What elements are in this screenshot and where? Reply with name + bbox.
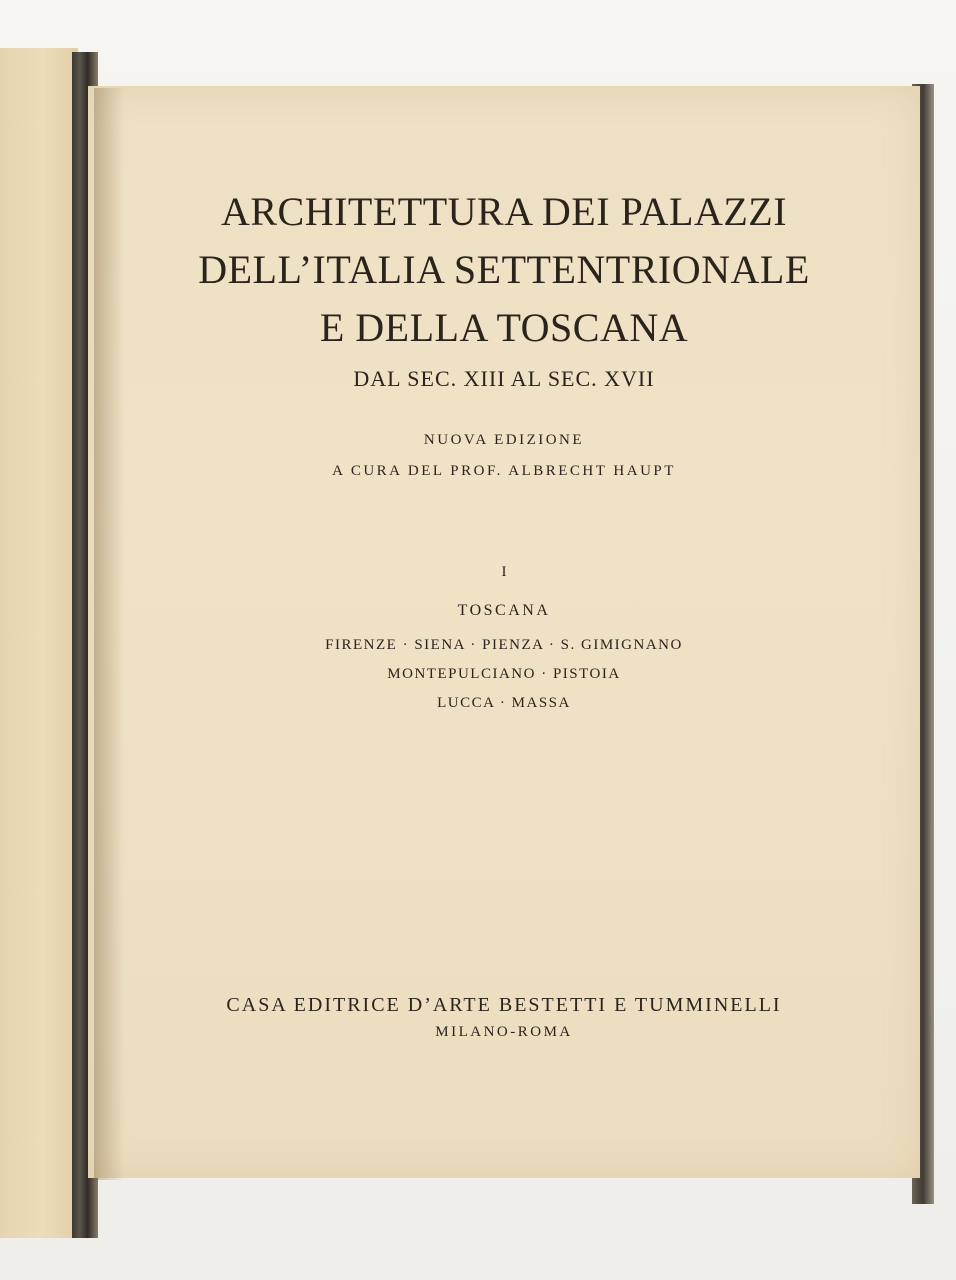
- period-subtitle: DAL SEC. XIII AL SEC. XVII: [353, 366, 655, 391]
- title-page: [88, 86, 920, 1178]
- title-line-2: DELL’ITALIA SETTENTRIONALE: [198, 247, 810, 292]
- gutter-shadow: [94, 88, 124, 1180]
- volume-number: I: [501, 564, 507, 580]
- city-line-3: LUCCA · MASSA: [437, 695, 571, 711]
- city-line-2: MONTEPULCIANO · PISTOIA: [387, 666, 621, 682]
- facing-page-edge: [0, 48, 78, 1238]
- editor-credit: A CURA DEL PROF. ALBRECHT HAUPT: [332, 463, 676, 479]
- publisher-name: CASA EDITRICE D’ARTE BESTETTI E TUMMINELLI: [226, 994, 782, 1016]
- publisher-place: MILANO-ROMA: [435, 1024, 573, 1040]
- volume-region: TOSCANA: [457, 602, 551, 619]
- edition-note: NUOVA EDIZIONE: [423, 432, 585, 448]
- city-line-1: FIRENZE · SIENA · PIENZA · S. GIMIGNANO: [325, 637, 683, 653]
- title-line-1: ARCHITETTURA DEI PALAZZI: [220, 189, 788, 234]
- title-line-3: E DELLA TOSCANA: [319, 305, 689, 350]
